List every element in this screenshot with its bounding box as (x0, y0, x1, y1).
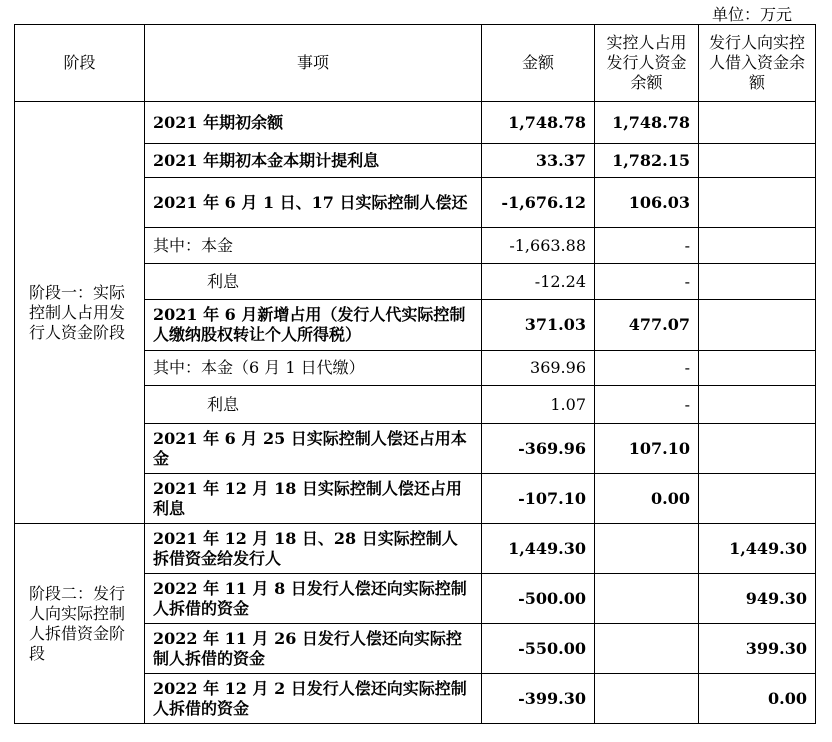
row-borrowed (699, 300, 816, 351)
row-amount: 1.07 (482, 386, 595, 424)
row-occupied (595, 574, 699, 624)
row-item: 2021 年 12 月 18 日、28 日实际控制人拆借资金给发行人 (145, 524, 482, 574)
row-borrowed (699, 228, 816, 264)
table-row (15, 524, 816, 574)
row-item: 利息 (145, 386, 482, 424)
row-amount: 371.03 (482, 300, 595, 351)
row-amount: 369.96 (482, 351, 595, 386)
row-amount: 33.37 (482, 144, 595, 178)
row-item: 2022 年 12 月 2 日发行人偿还向实际控制人拆借的资金 (145, 674, 482, 724)
row-item: 其中：本金（6 月 1 日代缴） (145, 351, 482, 386)
row-amount: -1,663.88 (482, 228, 595, 264)
row-item: 2021 年 12 月 18 日实际控制人偿还占用利息 (145, 474, 482, 524)
row-item: 2022 年 11 月 8 日发行人偿还向实际控制人拆借的资金 (145, 574, 482, 624)
row-borrowed (699, 351, 816, 386)
row-borrowed: 399.30 (699, 624, 816, 674)
stage-two-label: 阶段二：发行人向实际控制人拆借资金阶段 (15, 524, 145, 724)
row-item: 2021 年期初本金本期计提利息 (145, 144, 482, 178)
row-occupied: 107.10 (595, 424, 699, 474)
row-item: 2022 年 11 月 26 日发行人偿还向实际控制人拆借的资金 (145, 624, 482, 674)
unit-label: 单位：万元 (711, 5, 792, 24)
row-occupied: - (595, 228, 699, 264)
row-amount: -369.96 (482, 424, 595, 474)
row-amount: -399.30 (482, 674, 595, 724)
header-borrowed-balance: 发行人向实控人借入资金余额 (699, 25, 816, 102)
row-borrowed (699, 264, 816, 300)
header-row (15, 25, 816, 102)
row-occupied: - (595, 264, 699, 300)
row-item: 2021 年期初余额 (145, 102, 482, 144)
header-occupied-balance: 实控人占用发行人资金余额 (595, 25, 699, 102)
row-borrowed: 949.30 (699, 574, 816, 624)
row-amount: -500.00 (482, 574, 595, 624)
table-row (15, 102, 816, 144)
row-amount: 1,449.30 (482, 524, 595, 574)
row-occupied: 106.03 (595, 178, 699, 228)
row-borrowed (699, 386, 816, 424)
row-occupied: - (595, 351, 699, 386)
row-amount: -550.00 (482, 624, 595, 674)
row-borrowed (699, 178, 816, 228)
fund-occupation-table (14, 24, 816, 724)
row-amount: 1,748.78 (482, 102, 595, 144)
row-borrowed (699, 424, 816, 474)
row-occupied: 0.00 (595, 474, 699, 524)
row-occupied: 477.07 (595, 300, 699, 351)
row-occupied: 1,748.78 (595, 102, 699, 144)
row-item: 2021 年 6 月 1 日、17 日实际控制人偿还 (145, 178, 482, 228)
row-borrowed: 0.00 (699, 674, 816, 724)
row-occupied (595, 624, 699, 674)
header-item: 事项 (145, 25, 482, 102)
header-stage: 阶段 (15, 25, 145, 102)
row-borrowed (699, 144, 816, 178)
stage-one-label: 阶段一：实际控制人占用发行人资金阶段 (15, 102, 145, 524)
row-borrowed (699, 474, 816, 524)
row-occupied: 1,782.15 (595, 144, 699, 178)
row-occupied: - (595, 386, 699, 424)
row-item: 利息 (145, 264, 482, 300)
row-occupied (595, 674, 699, 724)
row-amount: -1,676.12 (482, 178, 595, 228)
row-borrowed (699, 102, 816, 144)
row-item: 2021 年 6 月新增占用（发行人代实际控制人缴纳股权转让个人所得税） (145, 300, 482, 351)
row-item: 其中：本金 (145, 228, 482, 264)
row-amount: -107.10 (482, 474, 595, 524)
row-amount: -12.24 (482, 264, 595, 300)
header-amount: 金额 (482, 25, 595, 102)
row-borrowed: 1,449.30 (699, 524, 816, 574)
row-occupied (595, 524, 699, 574)
row-item: 2021 年 6 月 25 日实际控制人偿还占用本金 (145, 424, 482, 474)
